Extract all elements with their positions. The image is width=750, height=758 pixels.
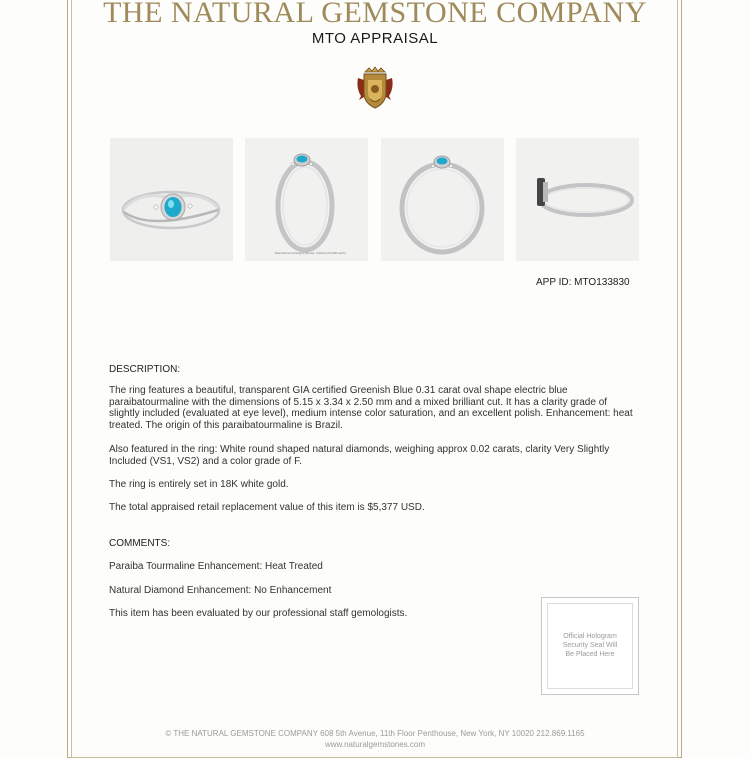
ring-photo-side [245,138,368,261]
seal-line: Security Seal Will [562,642,618,649]
footer-address: © THE NATURAL GEMSTONE COMPANY 608 5th Avenue, 11th Floor Penthouse, New York, NY 10020 212.869.1165 [165,729,585,738]
photo-caption: Total Diamond Weight (Stone): 0.02ctw (0.0190 each) [274,251,346,255]
ring-front-angle-icon [110,138,233,261]
comment-line: This item has been evaluated by our professional staff gemologists. [109,608,408,619]
company-name: THE NATURAL GEMSTONE COMPANY [103,0,647,29]
description-paragraph: The ring is entirely set in 18K white gold. [109,479,289,490]
description-paragraph: Also featured in the ring: White round shaped natural diamonds, weighing approx 0.02 carats, clarity Very Slightly Included (VS1, VS2) and a color grade of F. [109,444,610,467]
crest-emblem-icon [355,66,395,110]
footer-website: www.naturalgemstones.com [324,740,426,749]
ring-photo-profile [516,138,639,261]
description-heading: DESCRIPTION: [109,364,181,375]
comments-heading: COMMENTS: [109,538,171,549]
ring-photo-back [381,138,504,261]
ring-back-view-icon [381,138,504,261]
comment-line: Natural Diamond Enhancement: No Enhancement [109,585,332,596]
description-paragraph: The total appraised retail replacement value of this item is $5,377 USD. [109,502,425,513]
seal-line: Official Hologram [563,633,617,640]
hologram-seal-placeholder [541,597,639,695]
ring-profile-view-icon [516,138,639,261]
comment-line: Paraiba Tourmaline Enhancement: Heat Treated [109,561,323,572]
seal-text [542,632,638,659]
app-id: APP ID: MTO133830 [536,277,630,288]
description-paragraph: The ring features a beautiful, transparent GIA certified Greenish Blue 0.31 carat oval shape electric blue paraibatourmaline with the dimensions of 5.15 x 3.34 x 2.50 mm and a mixed brilliant cut. It has a clarity grade of slightly included (evaluated at eye level), medium intense color saturation, and an excellent polish. Enhancement: heat treated. The origin of this paraibatourmaline is Brazil. [109,385,633,431]
ring-photo-front [110,138,233,261]
seal-line: Be Placed Here [565,651,615,658]
ring-side-view-icon [245,138,368,261]
document-title: MTO APPRAISAL [311,30,439,47]
